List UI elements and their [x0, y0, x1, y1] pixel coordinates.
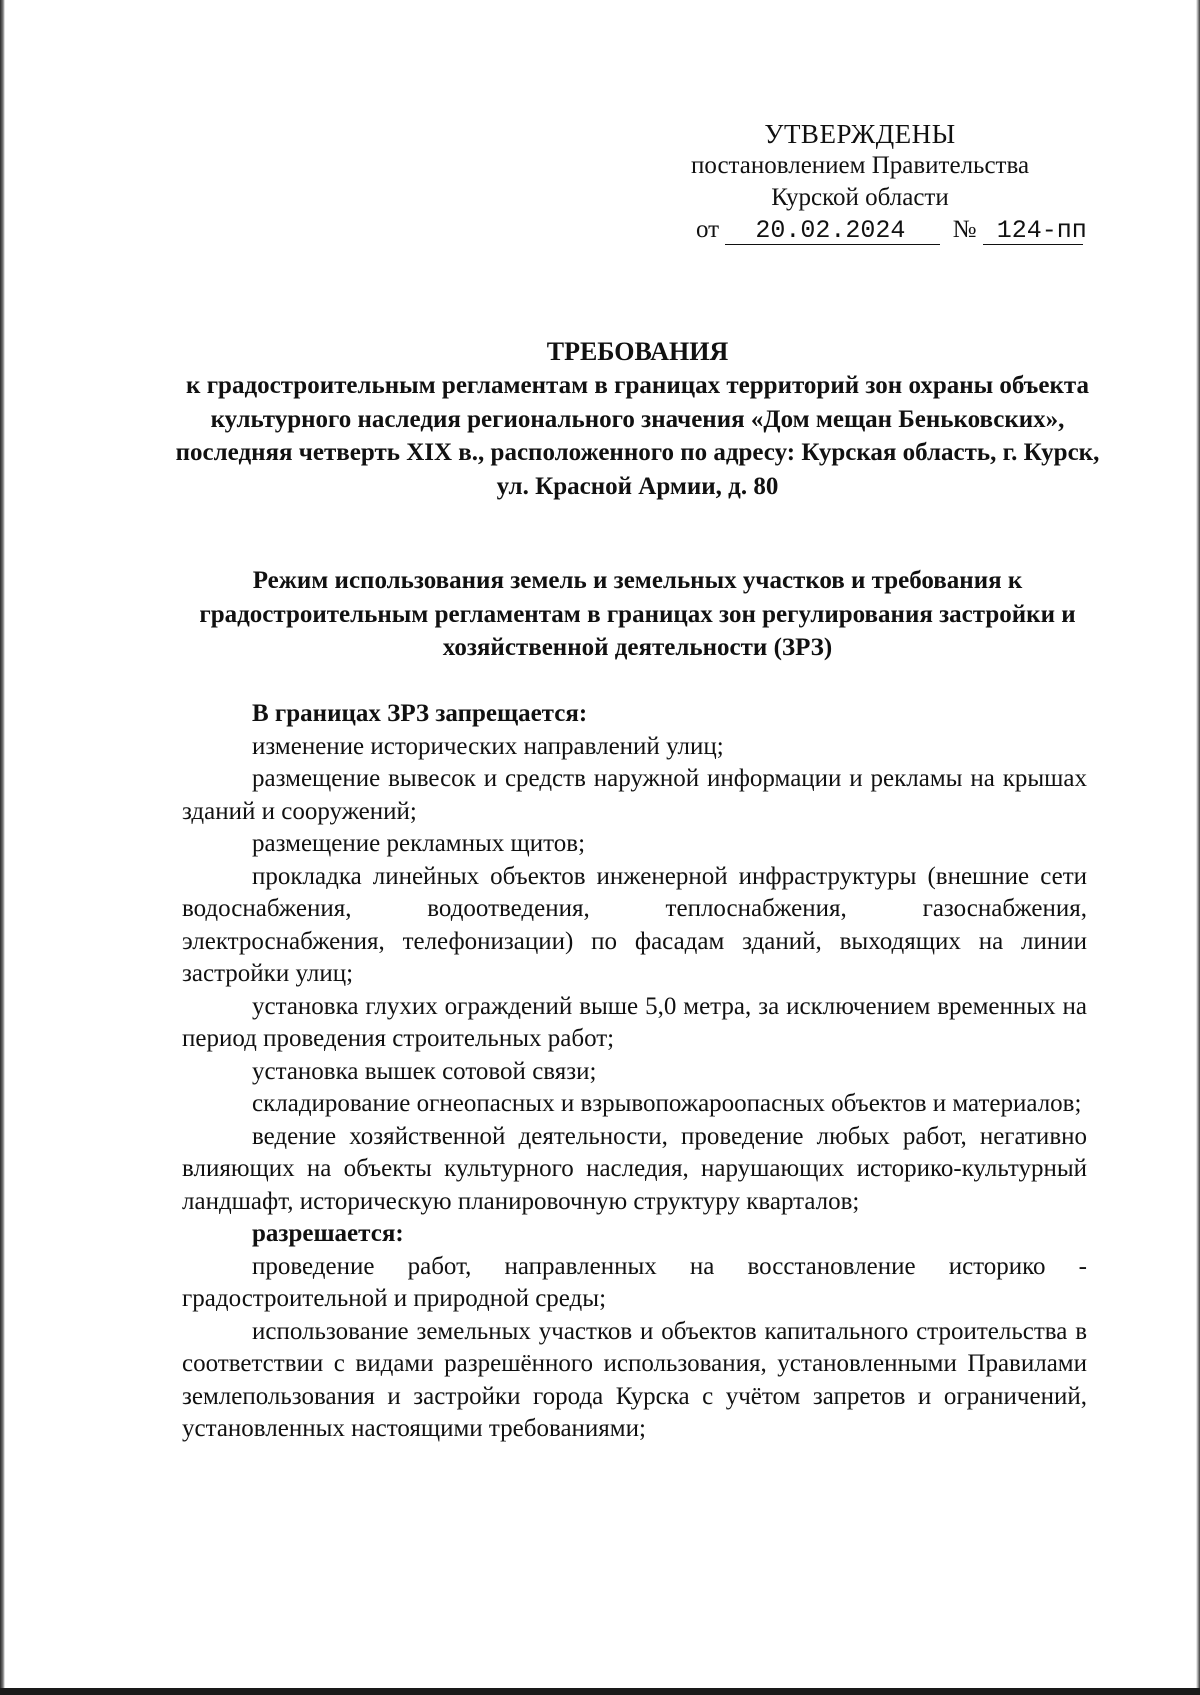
prohibited-item: ведение хозяйственной деятельности, проведение любых работ, негативно влияющих на объекты культурного наследия, нарушающих историко-культурный ландшафт, историческую планировочную структуру кварталов; — [182, 1122, 1087, 1215]
approval-date: 20.02.2024 — [725, 218, 940, 245]
scan-edge-right — [1196, 0, 1200, 1695]
document-subtitle: к градостроительным регламентам в границах территорий зон охраны объекта культурного наследия регионального значения «Дом мещан Беньковских», последняя четверть XIX в., расположенного по адресу: Курская область, г. Курск, ул. Красной Армии, д. 80 — [175, 372, 1100, 500]
approval-block — [640, 118, 1087, 246]
permitted-heading: разрешается: — [252, 1220, 404, 1247]
document-title: ТРЕБОВАНИЯ — [546, 337, 729, 366]
date-prefix: от — [696, 216, 720, 243]
prohibited-item: установка глухих ограждений выше 5,0 метра, за исключением временных на период проведения строительных работ; — [182, 992, 1087, 1052]
approval-line-2: Курской области — [771, 184, 949, 211]
prohibited-item: установка вышек сотовой связи; — [252, 1057, 597, 1085]
requirements-body — [182, 698, 1087, 1446]
prohibited-item: размещение вывесок и средств наружной информации и рекламы на крышах зданий и сооружений; — [182, 765, 1087, 825]
scan-edge-left — [0, 0, 5, 1695]
permitted-item: проведение работ, направленных на восстановление историко - градостроительной и природной среды; — [182, 1252, 1087, 1312]
prohibited-item: изменение исторических направлений улиц; — [252, 732, 724, 760]
scan-edge-bottom — [0, 1688, 1200, 1695]
number-prefix: № — [952, 216, 977, 243]
prohibited-item: складирование огнеопасных и взрывопожароопасных объектов и материалов; — [252, 1090, 1082, 1117]
permitted-item: использование земельных участков и объектов капитального строительства в соответствии с видами разрешённого использования, установленными Правилами землепользования и застройки города Курска с учётом запретов и ограничений, установленных настоящими требованиями; — [182, 1317, 1087, 1442]
approval-date-row — [640, 214, 1087, 246]
prohibited-item: прокладка линейных объектов инженерной инфраструктуры (внешние сети водоснабжения, водоотведения, теплоснабжения, газоснабжения, электроснабжения, телефонизации) по фасадам зданий, выходящих на линии застройки улиц; — [182, 862, 1087, 987]
regime-title: Режим использования земель и земельных участков и требования к градостроительным регламентам в границах зон регулирования застройки и хозяйственной деятельности (ЗРЗ) — [199, 567, 1076, 661]
approval-line-1: постановлением Правительства — [690, 152, 1030, 179]
prohibited-item: размещение рекламных щитов; — [252, 830, 586, 857]
approval-number: 124-пп — [983, 218, 1083, 245]
approval-heading: УТВЕРЖДЕНЫ — [764, 119, 956, 149]
prohibited-heading: В границах ЗРЗ запрещается: — [252, 700, 588, 727]
